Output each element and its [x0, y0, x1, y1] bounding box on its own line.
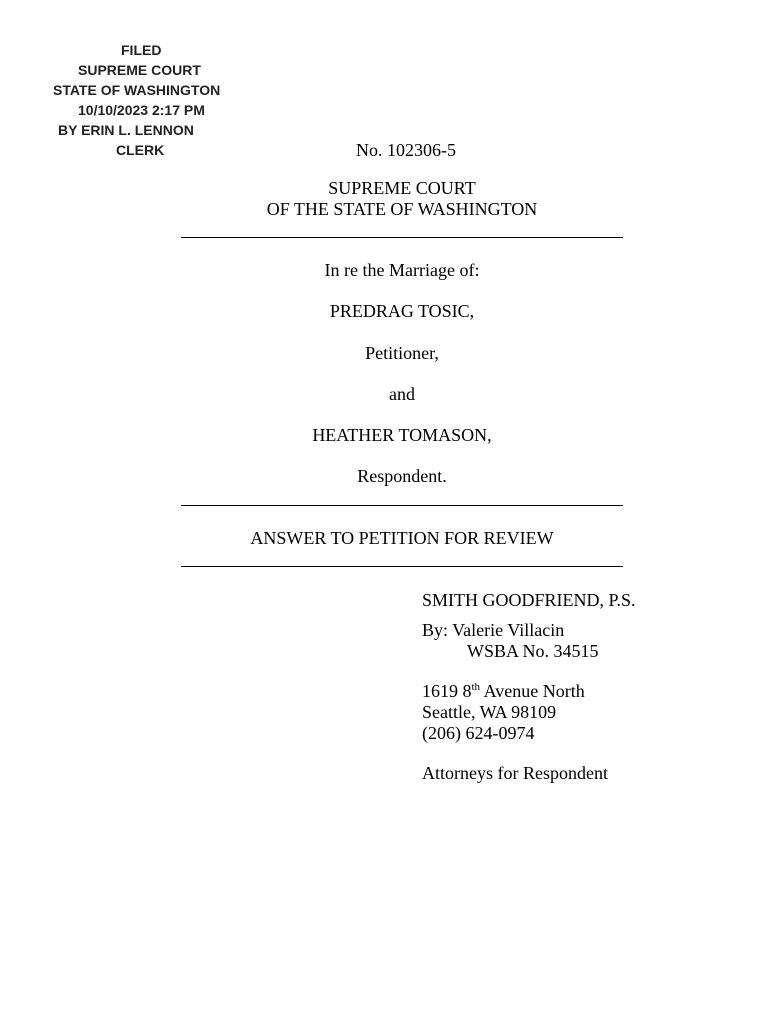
divider-2: [181, 505, 623, 506]
stamp-court: SUPREME COURT: [78, 62, 201, 78]
respondent-role: Respondent.: [357, 466, 447, 486]
respondent-name: HEATHER TOMASON,: [312, 425, 492, 445]
divider-1: [181, 237, 623, 238]
petitioner-role: Petitioner,: [365, 343, 439, 363]
counsel-address: [422, 681, 585, 702]
stamp-filed: FILED: [121, 42, 162, 58]
document-title: ANSWER TO PETITION FOR REVIEW: [250, 528, 554, 548]
court-name: [181, 178, 623, 220]
stamp-clerk: CLERK: [116, 142, 165, 158]
stamp-by: BY ERIN L. LENNON: [58, 122, 194, 138]
address-street: Avenue North: [480, 681, 585, 701]
address-number: 1619 8: [422, 681, 472, 701]
caption-intro: In re the Marriage of:: [324, 260, 480, 280]
stamp-datetime: 10/10/2023 2:17 PM: [78, 102, 205, 118]
court-line-2: OF THE STATE OF WASHINGTON: [266, 199, 538, 219]
caption-and: and: [389, 384, 415, 404]
counsel-role: Attorneys for Respondent: [422, 763, 608, 783]
filing-stamp: [44, 40, 239, 160]
stamp-state: STATE OF WASHINGTON: [53, 82, 221, 98]
petitioner-name: PREDRAG TOSIC,: [329, 301, 475, 321]
case-number: No. 102306-5: [356, 140, 456, 160]
counsel-phone: (206) 624-0974: [422, 723, 535, 743]
counsel-wsba: WSBA No. 34515: [467, 641, 599, 661]
address-ordinal: th: [471, 681, 481, 693]
counsel-firm: SMITH GOODFRIEND, P.S.: [422, 590, 636, 610]
court-line-1: SUPREME COURT: [328, 178, 476, 198]
counsel-city: Seattle, WA 98109: [422, 702, 557, 722]
counsel-by: By: Valerie Villacin: [422, 620, 565, 640]
divider-3: [181, 566, 623, 567]
